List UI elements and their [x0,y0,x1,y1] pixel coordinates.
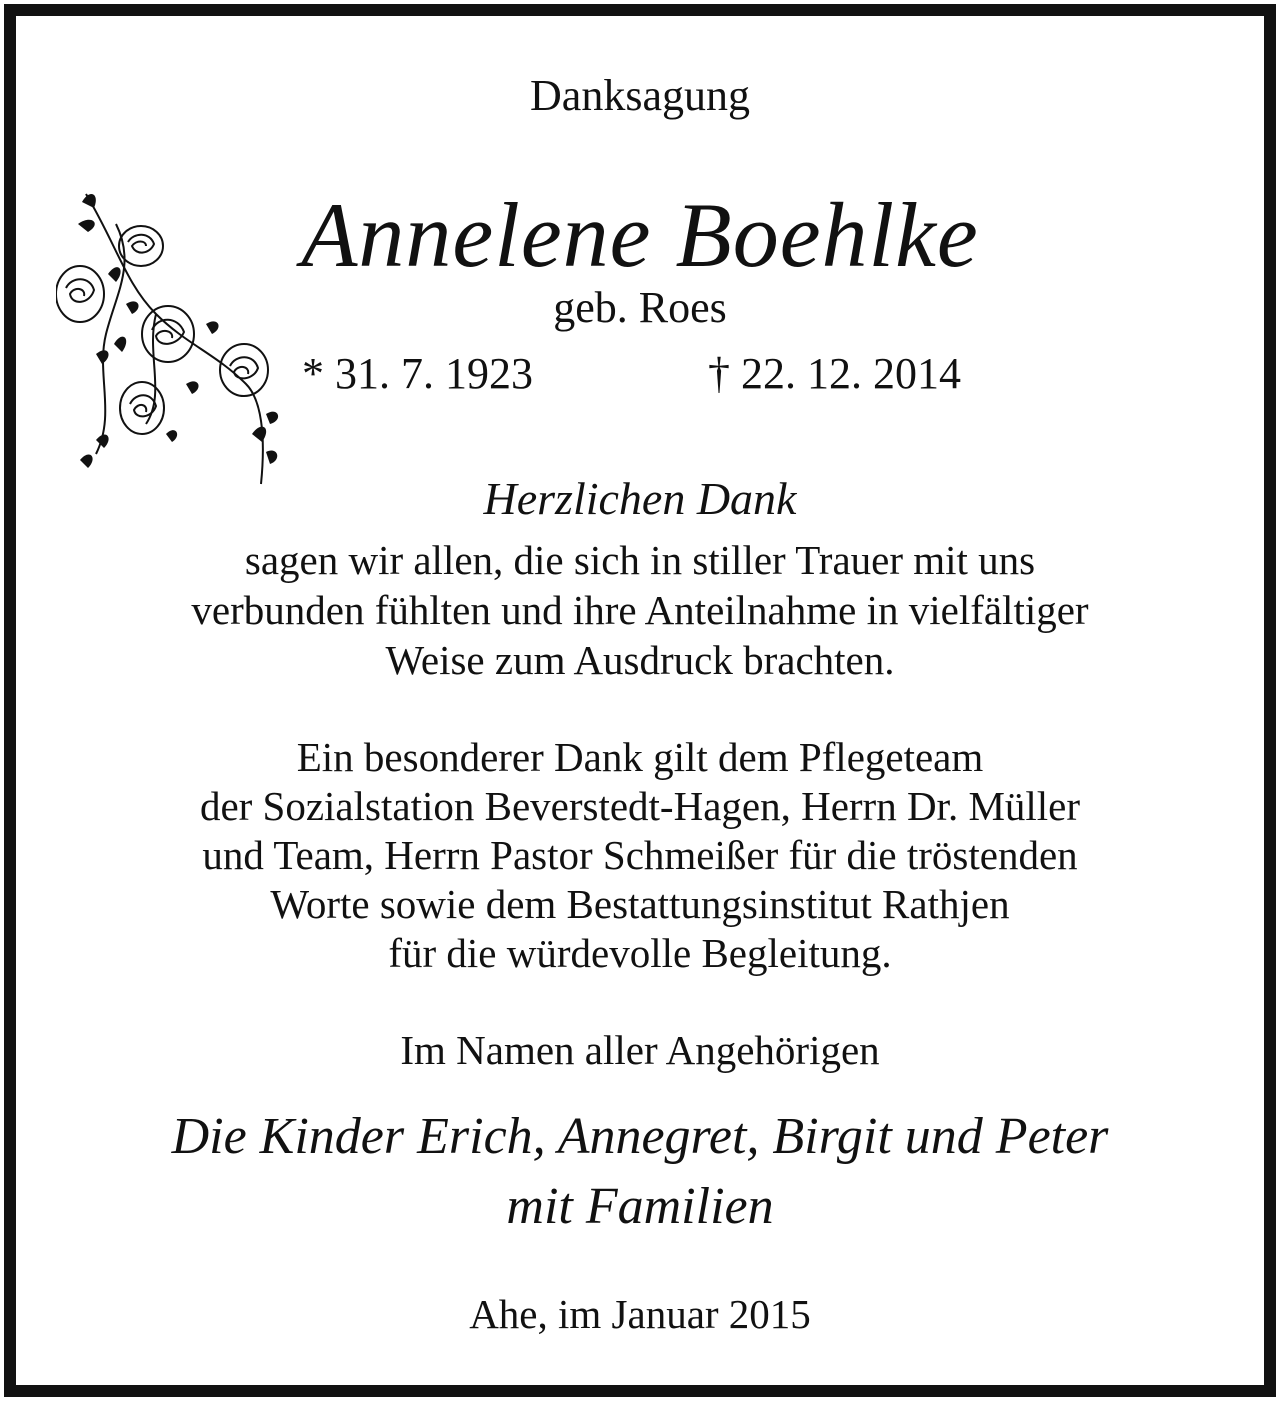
paragraph-line: und Team, Herrn Pastor Schmeißer für die tröstenden [202,832,1078,878]
maiden-name: geb. Roes [553,283,727,332]
deceased-name: Annelene Boehlke [301,184,979,286]
paragraph-line: verbunden fühlten und ihre Anteilnahme in vielfältiger [191,587,1089,633]
place-and-date: Ahe, im Januar 2015 [469,1291,811,1337]
paragraph-line: Weise zum Ausdruck brachten. [385,637,895,683]
notice-heading: Danksagung [530,71,750,120]
death-date: † 22. 12. 2014 [708,349,961,398]
thanks-paragraph [16,535,1264,685]
signature-line: mit Familien [506,1178,774,1235]
birth-date: * 31. 7. 1923 [302,349,533,398]
paragraph-line: Worte sowie dem Bestattungsinstitut Rathjen [270,881,1010,927]
notice-frame [4,4,1276,1397]
rose-icon [120,382,164,434]
signature-line: Die Kinder Erich, Annegret, Birgit und Peter [171,1108,1109,1165]
paragraph-line: für die würdevolle Begleitung. [388,930,892,976]
closing-line: Im Namen aller Angehörigen [400,1027,880,1073]
family-signature [16,1102,1264,1242]
paragraph-line: sagen wir allen, die sich in stiller Trauer mit uns [244,537,1036,583]
thanks-heading: Herzlichen Dank [483,473,797,524]
rose-icon [220,344,268,396]
special-thanks-paragraph [16,733,1264,978]
paragraph-line: der Sozialstation Beverstedt-Hagen, Herrn Dr. Müller [199,783,1081,829]
paragraph-line: Ein besonderer Dank gilt dem Pflegeteam [296,734,984,780]
